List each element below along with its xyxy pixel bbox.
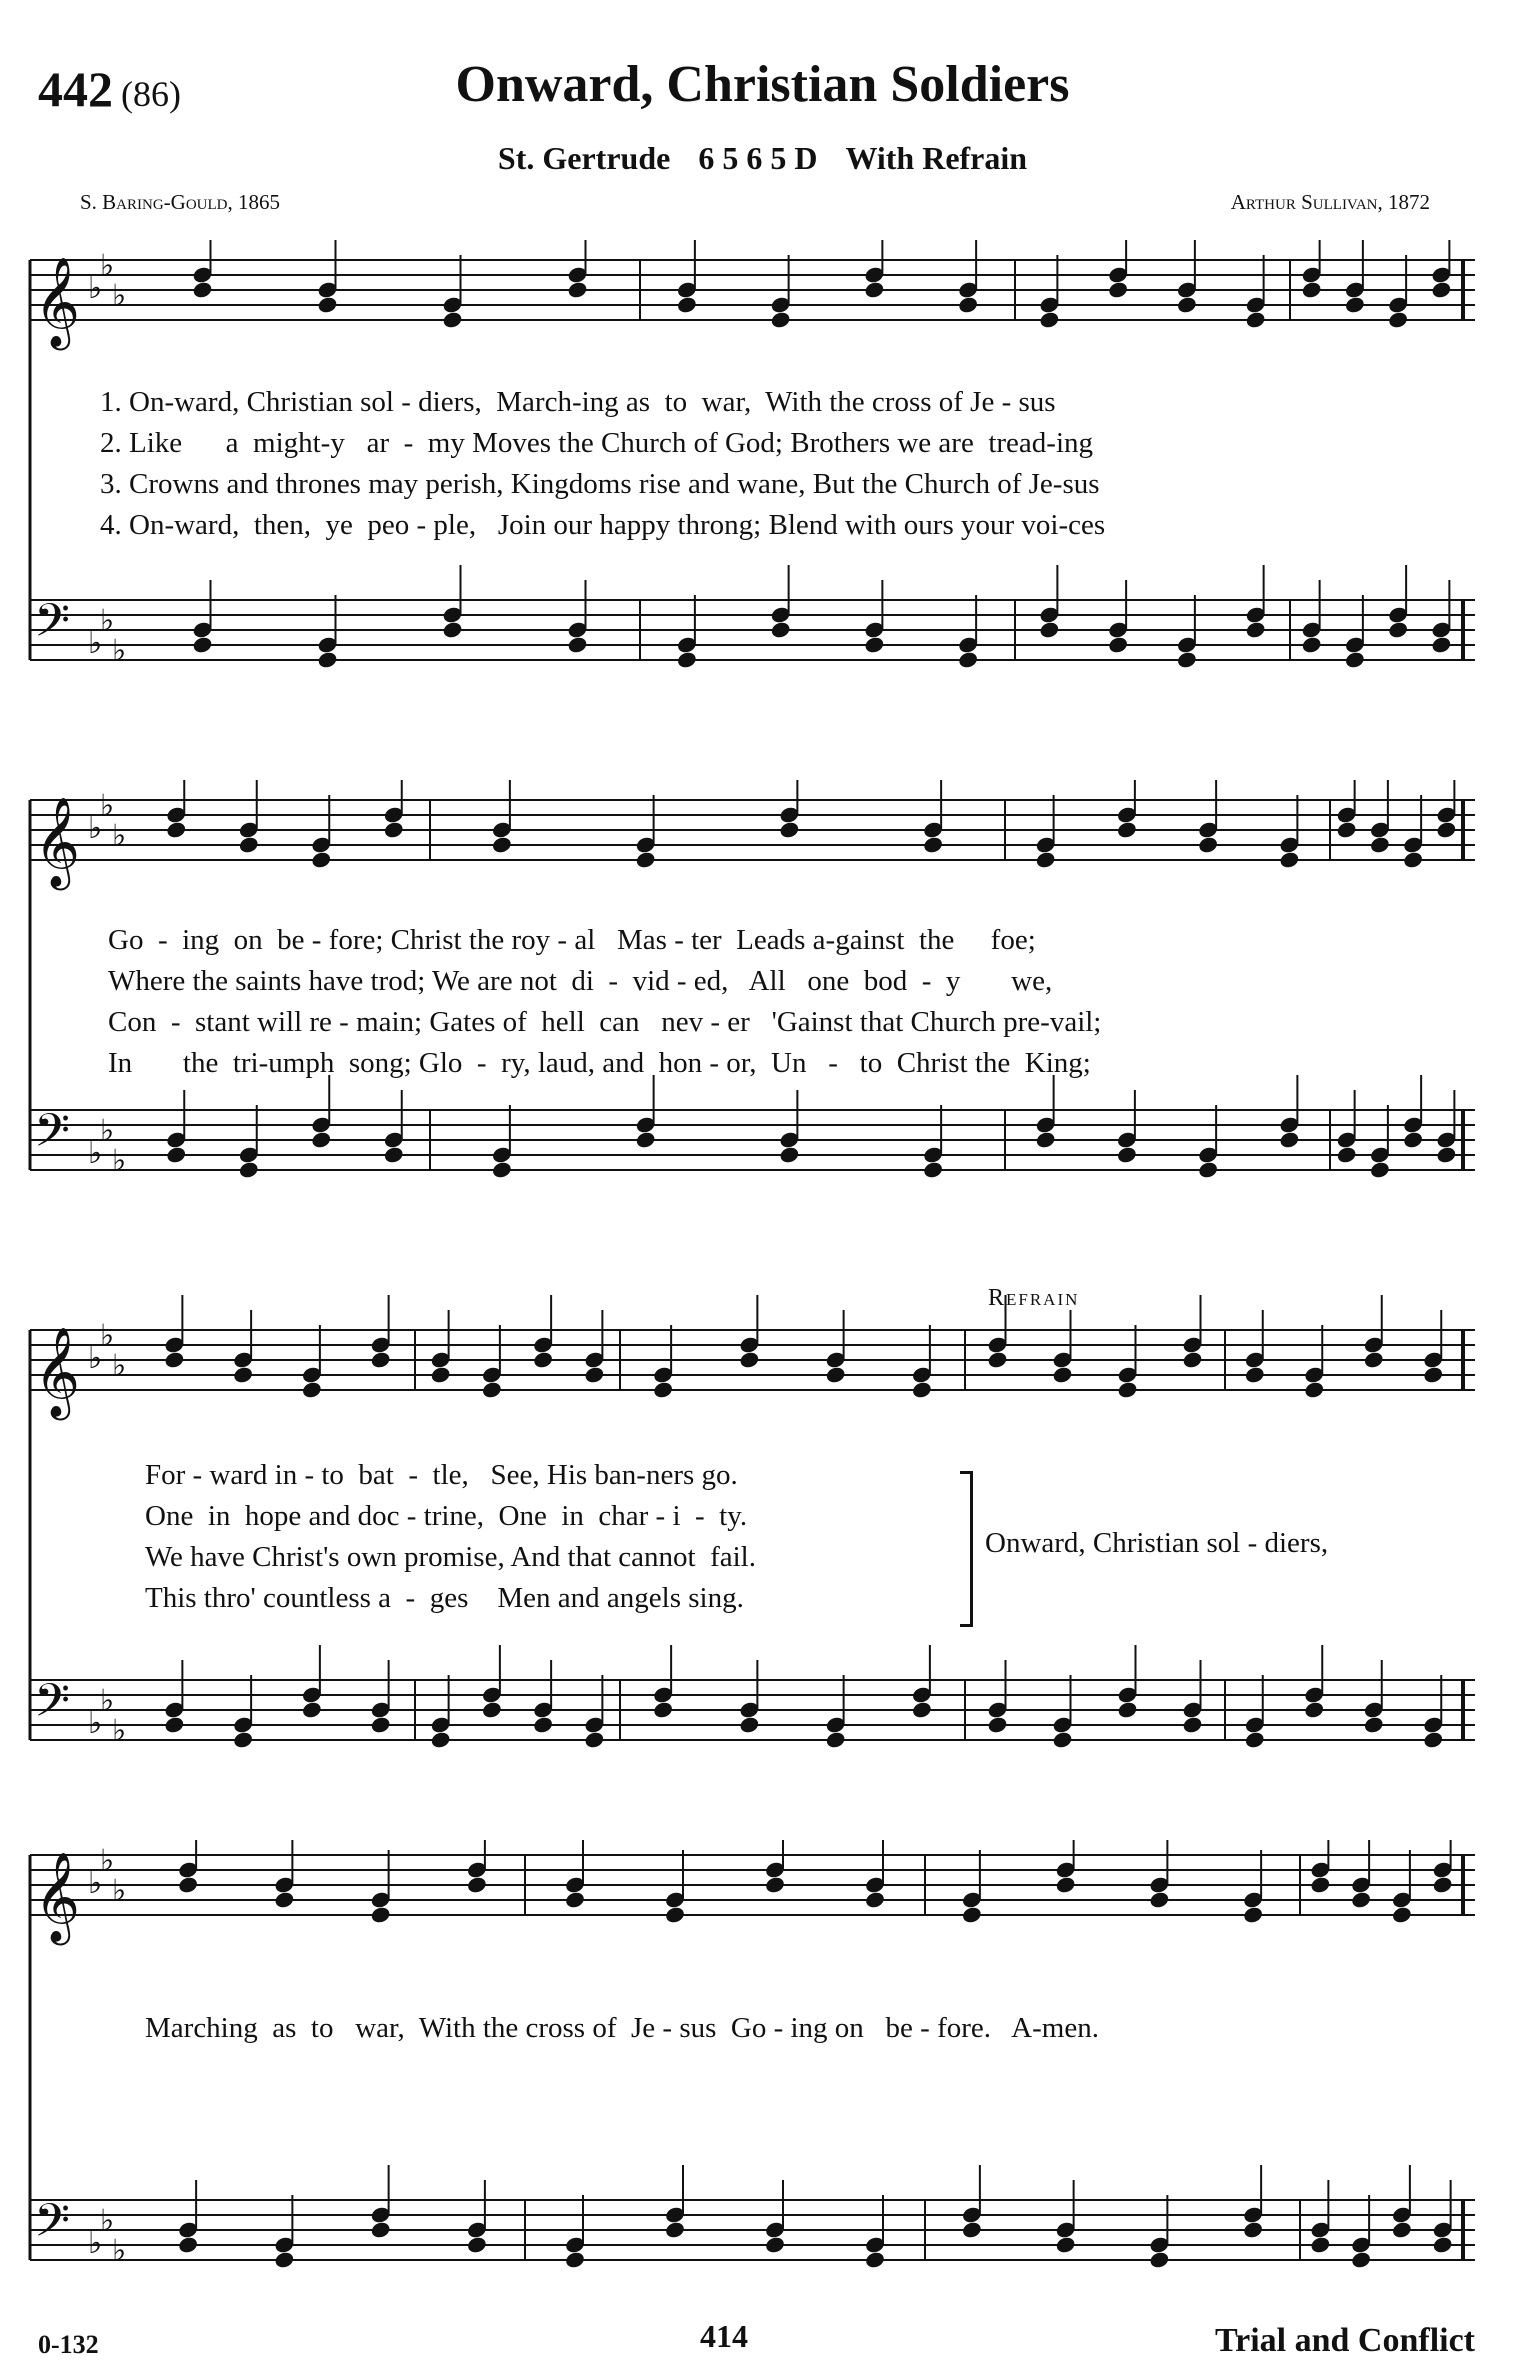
note-head [1350, 2250, 1372, 2269]
note-head [1182, 1350, 1204, 1369]
music-system-3 [0, 1285, 1525, 1785]
note-head [1422, 1365, 1444, 1384]
lyric-line: We have Christ's own promise, And that cannot fail. [145, 1541, 756, 1573]
note-head [301, 1380, 323, 1399]
note-head [1052, 1365, 1074, 1384]
note-head [1402, 1130, 1424, 1149]
note-head [491, 835, 513, 854]
flat-sign: ♭ [100, 603, 115, 639]
note-head [442, 310, 464, 329]
refrain-lyrics: Onward, Christian sol - diers, [985, 1527, 1329, 1559]
note-head [1117, 1380, 1139, 1399]
note-head [1245, 310, 1267, 329]
verse-lyrics [108, 920, 1101, 1084]
verse-lyrics [145, 1455, 756, 1619]
note-head [301, 1700, 323, 1719]
meter: 6 5 6 5 D [698, 140, 818, 176]
note-head [1149, 1890, 1171, 1909]
note-head [430, 1365, 452, 1384]
note-head [532, 1350, 554, 1369]
flat-sign: ♭ [112, 278, 127, 314]
note-head [1391, 2220, 1413, 2239]
note-head [310, 1130, 332, 1149]
page-number: 414 [700, 2318, 748, 2354]
refrain-lyrics [145, 2008, 1099, 2049]
note-head [739, 1715, 761, 1734]
note-head [1363, 1715, 1385, 1734]
hymn-title: Onward, Christian Soldiers [455, 56, 1070, 113]
note-head [676, 295, 698, 314]
note-head [584, 1730, 606, 1749]
note-head [961, 1905, 983, 1924]
lyric-line: 2. Like a might-y ar - my Moves the Church of God; Brothers we are tread-ing [100, 427, 1093, 459]
note-head [825, 1730, 847, 1749]
note-head [370, 1715, 392, 1734]
footer-code: 0-132 [38, 2330, 99, 2359]
music-system-4 [0, 1840, 1525, 2310]
verse-lyrics [100, 382, 1105, 546]
note-head [383, 1145, 405, 1164]
note-head [957, 295, 979, 314]
note-head [383, 820, 405, 839]
note-head [317, 295, 339, 314]
music-system-2 [0, 780, 1525, 1220]
note-head [635, 850, 657, 869]
flat-sign: ♭ [88, 1136, 103, 1171]
note-head [987, 1715, 1009, 1734]
note-head [911, 1700, 933, 1719]
note-head [1116, 1145, 1138, 1164]
lyric-line: Marching as to war, With the cross of Je - sus Go - ing on be - fore. A-men. [145, 2012, 1099, 2044]
note-head [957, 650, 979, 669]
composer-credit: Arthur Sullivan, 1872 [1230, 190, 1430, 214]
note-head [1107, 635, 1129, 654]
note-head [864, 635, 886, 654]
flat-sign: ♭ [88, 1341, 103, 1376]
flat-sign: ♭ [88, 271, 103, 306]
lyric-line: 3. Crowns and thrones may perish, Kingdoms rise and wane, But the Church of Je-sus [100, 468, 1100, 500]
note-head [370, 2220, 392, 2239]
note-head [567, 635, 589, 654]
note-head [1197, 1160, 1219, 1179]
note-head [864, 1890, 886, 1909]
note-head [532, 1715, 554, 1734]
note-head [922, 1160, 944, 1179]
note-head [987, 1350, 1009, 1369]
note-head [1039, 310, 1061, 329]
treble-clef: 𝄞 [34, 797, 81, 887]
note-head [164, 1715, 186, 1734]
note-head [232, 1365, 254, 1384]
note-head [1244, 1730, 1266, 1749]
note-head [466, 2235, 488, 2254]
note-head [192, 635, 214, 654]
note-head [274, 1890, 296, 1909]
note-head [1391, 1905, 1413, 1924]
note-head [652, 1700, 674, 1719]
note-head [165, 1145, 187, 1164]
note-head [652, 1380, 674, 1399]
flat-sign: ♭ [100, 1843, 115, 1879]
treble-clef: 𝄞 [34, 1327, 81, 1417]
note-head [1310, 2235, 1332, 2254]
note-head [1244, 1365, 1266, 1384]
note-head [177, 1875, 199, 1894]
note-head [1182, 1715, 1204, 1734]
note-head [1039, 620, 1061, 639]
flat-sign: ♭ [112, 1143, 127, 1179]
note-head [664, 2220, 686, 2239]
tune-line [0, 140, 1525, 177]
note-head [779, 820, 801, 839]
note-head [1301, 280, 1323, 299]
note-head [922, 835, 944, 854]
note-head [481, 1380, 503, 1399]
note-head [584, 1365, 606, 1384]
note-head [764, 1875, 786, 1894]
bass-clef: 𝄢 [34, 594, 71, 659]
note-head [491, 1160, 513, 1179]
flat-sign: ♭ [100, 2203, 115, 2239]
staff-notation [0, 1840, 1525, 2310]
note-head [739, 1350, 761, 1369]
flat-sign: ♭ [112, 818, 127, 854]
note-head [192, 280, 214, 299]
flat-sign: ♭ [100, 788, 115, 824]
note-head [1035, 1130, 1057, 1149]
lyric-line: For - ward in - to bat - tle, See, His ban-ners go. [145, 1459, 738, 1491]
note-head [1336, 820, 1358, 839]
note-head [1035, 850, 1057, 869]
note-head [1369, 1160, 1391, 1179]
lyric-line: 4. On-ward, then, ye peo - ple, Join our happy throng; Blend with ours your voi-ces [100, 509, 1106, 541]
note-head [370, 1905, 392, 1924]
note-head [317, 650, 339, 669]
note-head [481, 1700, 503, 1719]
note-head [1432, 2235, 1454, 2254]
note-head [232, 1730, 254, 1749]
note-head [567, 280, 589, 299]
note-head [177, 2235, 199, 2254]
note-head [1176, 295, 1198, 314]
note-head [1431, 635, 1453, 654]
lyric-line: Go - ing on be - fore; Christ the roy - al Mas - ter Leads a-gainst the foe; [108, 924, 1036, 956]
note-head [770, 310, 792, 329]
note-head [238, 1160, 260, 1179]
note-head [864, 280, 886, 299]
note-head [466, 1875, 488, 1894]
note-head [1242, 1905, 1264, 1924]
bass-clef: 𝄢 [34, 1104, 71, 1169]
note-head [1350, 1890, 1372, 1909]
note-head [676, 650, 698, 669]
note-head [1242, 2220, 1264, 2239]
note-head [1117, 1700, 1139, 1719]
note-head [1336, 1145, 1358, 1164]
note-head [1310, 1875, 1332, 1894]
note-head [1055, 2235, 1077, 2254]
note-head [564, 1890, 586, 1909]
note-head [564, 2250, 586, 2269]
flat-sign: ♭ [112, 633, 127, 669]
note-head [1303, 1380, 1325, 1399]
note-head [1301, 635, 1323, 654]
verse-bracket [960, 1471, 973, 1627]
note-head [1116, 820, 1138, 839]
lyric-line: This thro' countless a - ges Men and angels sing. [145, 1582, 744, 1614]
lyric-line: In the tri-umph song; Glo - ry, laud, and hon - or, Un - to Christ the King; [108, 1047, 1091, 1079]
note-head [1245, 620, 1267, 639]
flat-sign: ♭ [88, 626, 103, 661]
music-system-1 [0, 240, 1525, 710]
flat-sign: ♭ [100, 1318, 115, 1354]
note-head [1344, 295, 1366, 314]
section-title: Trial and Conflict [1214, 2322, 1475, 2359]
note-head [911, 1380, 933, 1399]
note-head [1344, 650, 1366, 669]
note-head [1436, 1145, 1458, 1164]
note-head [1431, 280, 1453, 299]
note-head [1369, 835, 1391, 854]
note-head [1436, 820, 1458, 839]
note-head [1052, 1730, 1074, 1749]
note-head [1149, 2250, 1171, 2269]
note-head [961, 2220, 983, 2239]
flat-sign: ♭ [112, 1713, 127, 1749]
note-head [664, 1905, 686, 1924]
note-head [238, 835, 260, 854]
note-head [442, 620, 464, 639]
note-head [165, 820, 187, 839]
lyric-line: 1. On-ward, Christian sol - diers, March-ing as to war, With the cross of Je - sus [100, 386, 1056, 418]
refrain-note: With Refrain [845, 140, 1028, 176]
bass-clef: 𝄢 [34, 2194, 71, 2259]
bass-clef: 𝄢 [34, 1674, 71, 1739]
flat-sign: ♭ [88, 1866, 103, 1901]
note-head [1303, 1700, 1325, 1719]
note-head [370, 1350, 392, 1369]
note-head [864, 2250, 886, 2269]
treble-clef: 𝄞 [34, 1852, 81, 1942]
note-head [1363, 1350, 1385, 1369]
flat-sign: ♭ [88, 1706, 103, 1741]
flat-sign: ♭ [112, 1348, 127, 1384]
note-head [779, 1145, 801, 1164]
author-credit: S. Baring-Gould, 1865 [80, 190, 281, 214]
lyric-line: Where the saints have trod; We are not di - vid - ed, All one bod - y we, [108, 965, 1053, 997]
refrain-label: Refrain [988, 1285, 1080, 1311]
note-head [1279, 1130, 1301, 1149]
flat-sign: ♭ [100, 248, 115, 284]
note-head [1387, 310, 1409, 329]
lyric-line: Con - stant will re - main; Gates of hell can nev - er 'Gainst that Church pre-vail; [108, 1006, 1102, 1038]
note-head [310, 850, 332, 869]
note-head [430, 1730, 452, 1749]
flat-sign: ♭ [112, 2233, 127, 2269]
note-head [1422, 1730, 1444, 1749]
note-head [635, 1130, 657, 1149]
note-head [1387, 620, 1409, 639]
flat-sign: ♭ [88, 811, 103, 846]
note-head [825, 1365, 847, 1384]
flat-sign: ♭ [88, 2226, 103, 2261]
tune-name: St. Gertrude [497, 140, 671, 176]
flat-sign: ♭ [100, 1113, 115, 1149]
note-head [164, 1350, 186, 1369]
note-head [764, 2235, 786, 2254]
treble-clef: 𝄞 [34, 257, 81, 347]
note-head [1107, 280, 1129, 299]
note-head [1055, 1875, 1077, 1894]
note-head [1197, 835, 1219, 854]
flat-sign: ♭ [100, 1683, 115, 1719]
flat-sign: ♭ [112, 1873, 127, 1909]
note-head [1279, 850, 1301, 869]
alt-hymn-number: (86) [121, 74, 181, 114]
hymn-number: 442 (86) [38, 61, 181, 117]
note-head [1402, 850, 1424, 869]
note-head [274, 2250, 296, 2269]
lyric-line: One in hope and doc - trine, One in char - i - ty. [145, 1500, 748, 1532]
note-head [1176, 650, 1198, 669]
note-head [770, 620, 792, 639]
note-head [1432, 1875, 1454, 1894]
